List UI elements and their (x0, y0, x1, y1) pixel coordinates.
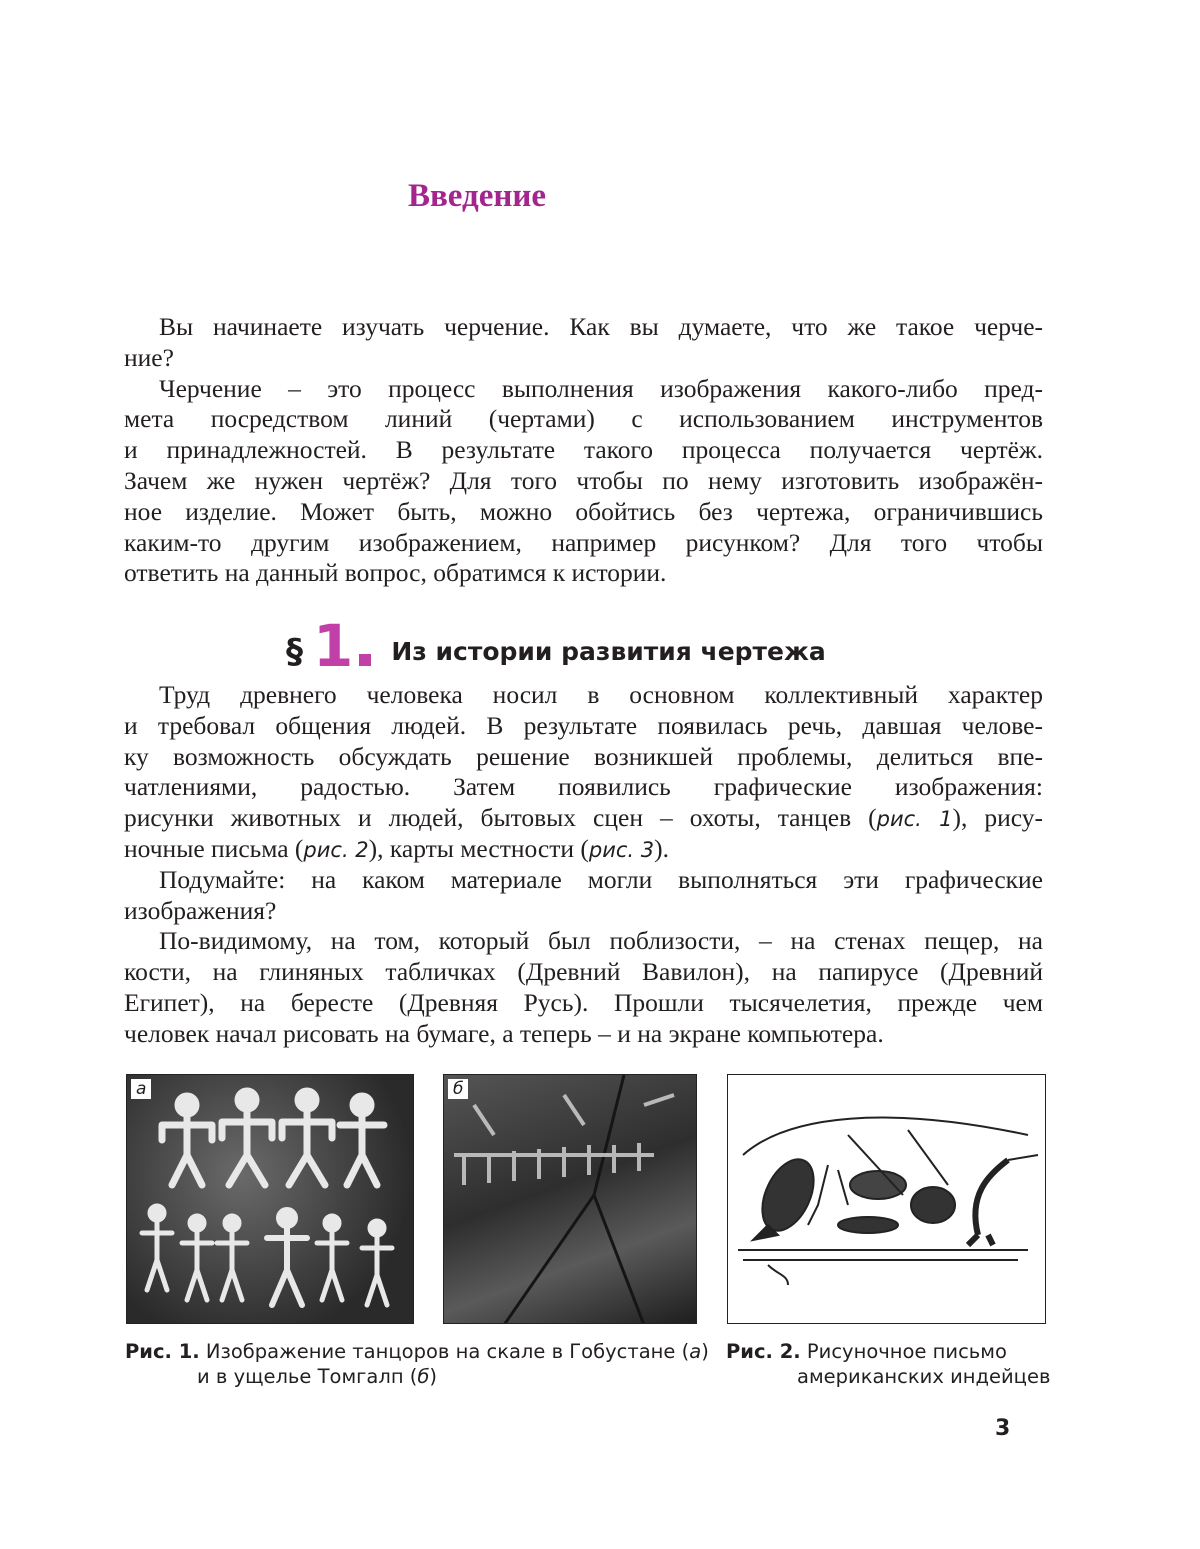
text-line: ние? (124, 342, 174, 372)
text-line: Труд древнего человека носил в основном коллективный характер (159, 680, 1043, 709)
text-segment: ), карты местности ( (368, 833, 589, 863)
text-line: человек начал рисовать на бумаге, а теперь – и на экране компьютера. (124, 1018, 884, 1048)
text-line: мета посредством линий (чертами) с использованием инструментов (124, 404, 1043, 434)
intro-paragraph (124, 312, 1043, 589)
text-line: кости, на глиняных табличках (Древний Вавилон), на папирусе (Древний (124, 957, 1043, 987)
text-segment: рисунки животных и людей, бытовых сцен – охоты, танцев ( (124, 803, 877, 833)
text-line: Черчение – это процесс выполнения изображения какого-либо пред- (159, 373, 1043, 403)
section-number: 1 (313, 612, 354, 680)
dancers-figures-image (127, 1075, 414, 1324)
text-line: Вы начинаете изучать черчение. Как вы думаете, что же такое черче- (159, 312, 1043, 341)
caption-text: и в ущелье Томгалп ( (197, 1364, 418, 1388)
text-line: ответить на данный вопрос, обратимся к истории. (124, 558, 667, 588)
caption-prefix: Рис. 1. (125, 1340, 200, 1363)
text-line: ку возможность обсуждать решение возникшей проблемы, делиться впе- (124, 741, 1043, 771)
text-line: Египет), на бересте (Древняя Русь). Прошли тысячелетия, прежде чем (124, 987, 1043, 1017)
text-line: и требовал общения людей. В результате появилась речь, давшая челове- (124, 710, 1043, 740)
caption-ref: а (689, 1340, 702, 1363)
caption-text: Рисуночное письмо (806, 1340, 1007, 1363)
caption-text: ) (701, 1340, 709, 1363)
text-segment: ), рису- (952, 803, 1043, 833)
text-line: и принадлежностей. В результате такого процесса получается чертёж. (124, 435, 1043, 465)
text-line: чатлениями, радостью. Затем появились графические изображения: (124, 772, 1043, 802)
figure-reference: рис. 1 (876, 807, 953, 832)
caption-text: Изображение танцоров на скале в Гобустане ( (205, 1340, 690, 1363)
page-number: 3 (995, 1416, 1011, 1441)
section-body (124, 680, 1043, 1050)
section-title: Из истории развития чертежа (391, 637, 826, 666)
text-line: изображения? (124, 895, 277, 925)
figure-label-b: б (448, 1079, 468, 1099)
section-dot (359, 654, 371, 666)
caption-text: ) (429, 1364, 438, 1388)
figure-1b-rock-art (443, 1074, 697, 1324)
figure-label-a: а (131, 1079, 151, 1099)
text-line: Подумайте: на каком материале могли выполняться эти графические (159, 864, 1043, 894)
text-segment: ). (654, 833, 669, 863)
text-line: Зачем же нужен чертёж? Для того чтобы по нему изготовить изображён- (124, 465, 1043, 495)
text-line: По-видимому, на том, который был поблизости, – на стенах пещер, на (159, 926, 1043, 956)
section-symbol: § (286, 632, 303, 672)
text-line (124, 803, 1043, 834)
chapter-title: Введение (407, 178, 547, 214)
text-line: каким-то другим изображением, например рисунком? Для того чтобы (124, 527, 1043, 557)
caption-ref: б (417, 1364, 430, 1388)
figure-1a-rock-art (126, 1074, 414, 1324)
pictograph-drawing (728, 1075, 1046, 1324)
figure-reference: рис. 2 (303, 837, 369, 862)
figure-reference: рис. 3 (588, 837, 655, 862)
caption-text: американских индейцев (797, 1364, 1051, 1388)
figure-2-caption (726, 1340, 1050, 1389)
text-line: ное изделие. Может быть, можно обойтись без чертежа, ограничившись (124, 496, 1043, 526)
text-segment: ночные письма ( (124, 833, 304, 863)
figure-1-caption (125, 1340, 709, 1389)
caption-prefix: Рис. 2. (726, 1340, 801, 1363)
text-line (124, 834, 1043, 865)
figure-2-pictograph (727, 1074, 1046, 1324)
section-heading (286, 612, 826, 680)
gorge-figures-image (444, 1075, 697, 1324)
